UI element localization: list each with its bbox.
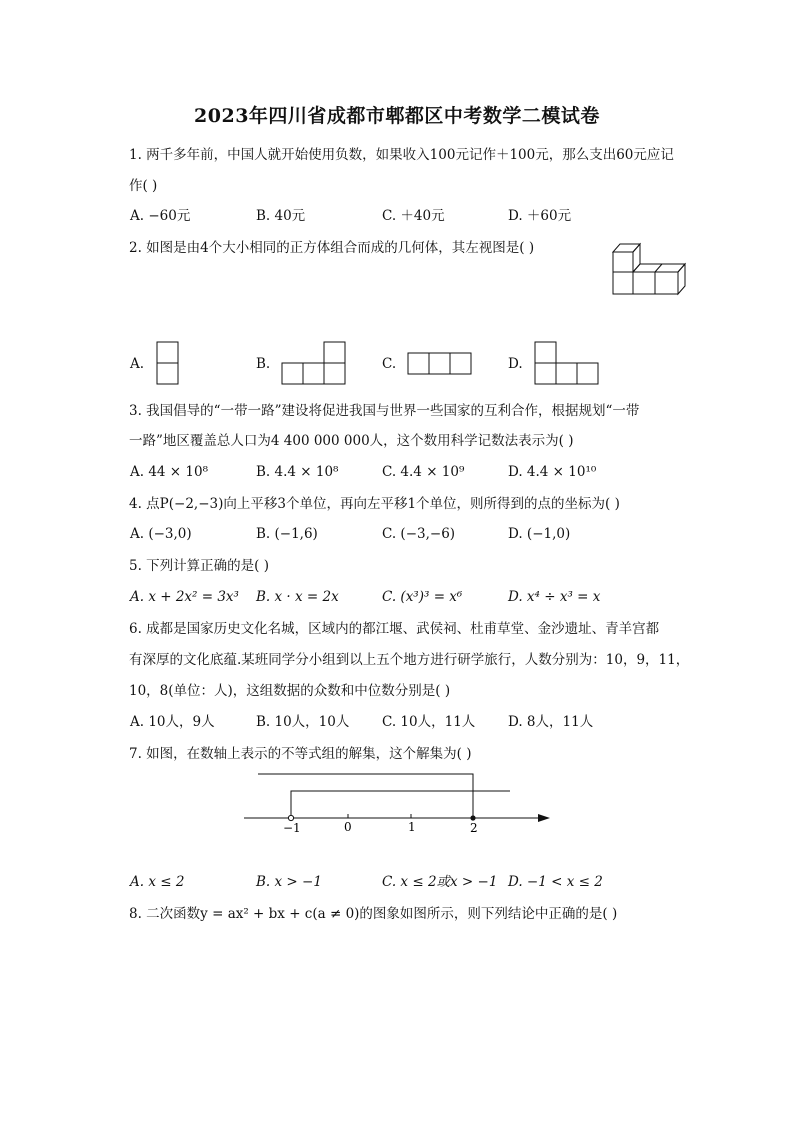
q1-line-1: 1. 两千多年前，中国人就开始使用负数，如果收入100元记作＋100元，那么支出60元应记	[129, 147, 674, 163]
q2-option-a: A.	[130, 356, 145, 372]
q2-option-c-figure	[407, 352, 475, 376]
q6-line-3: 10，8(单位：人)，这组数据的众数和中位数分别是( )	[129, 683, 451, 699]
q2-line-1: 2. 如图是由4个大小相同的正方体组合而成的几何体，其左视图是( )	[129, 240, 535, 256]
q4-option-b: B. (−1,6)	[256, 526, 318, 542]
q7-option-d: D. −1 < x ≤ 2	[508, 874, 603, 890]
q6-line-1: 6. 成都是国家历史文化名城，区域内的都江堰、武侯祠、杜甫草堂、金沙遗址、青羊宫都	[129, 621, 660, 637]
q2-option-d-figure	[534, 341, 602, 385]
q6-line-2: 有深厚的文化底蕴.某班同学分小组到以上五个地方进行研学旅行，人数分别为：10，9，11，	[129, 652, 690, 668]
q7-option-c: C. x ≤ 2或x > −1	[382, 874, 498, 890]
q3-option-c: C. 4.4 × 10⁹	[382, 464, 465, 480]
q6-option-b: B. 10人，10人	[256, 714, 350, 730]
q5-option-a: A. x + 2x² = 3x³	[130, 589, 239, 605]
q1-option-b: B. 40元	[256, 208, 306, 224]
q2-option-a-figure	[156, 341, 180, 385]
q3-option-b: B. 4.4 × 10⁸	[256, 464, 339, 480]
q2-option-b: B.	[256, 356, 271, 372]
q7-option-a: A. x ≤ 2	[130, 874, 185, 890]
q4-option-c: C. (−3,−6)	[382, 526, 456, 542]
number-line-figure	[240, 768, 560, 840]
tick-label-neg1: −1	[283, 821, 301, 835]
q2-option-b-figure	[281, 341, 349, 385]
q5-option-d: D. x⁴ ÷ x³ = x	[508, 589, 601, 605]
q2-option-d: D.	[508, 356, 523, 372]
q6-option-a: A. 10人，9人	[130, 714, 215, 730]
q5-line-1: 5. 下列计算正确的是( )	[129, 558, 269, 574]
q8-line-1: 8. 二次函数y = ax² + bx + c(a ≠ 0)的图象如图所示，则下列结论中正确的是( )	[129, 906, 618, 922]
q7-option-b: B. x > −1	[256, 874, 322, 890]
q3-line-2: 一路”地区覆盖总人口为4 400 000 000人，这个数用科学记数法表示为( )	[129, 433, 574, 449]
q5-option-b: B. x · x = 2x	[256, 589, 339, 605]
q2-solid-figure	[612, 240, 692, 298]
q1-option-a: A. −60元	[130, 208, 191, 224]
q3-line-1: 3. 我国倡导的“一带一路”建设将促进我国与世界一些国家的互利合作，根据规划“一带	[129, 403, 640, 419]
q4-option-d: D. (−1,0)	[508, 526, 571, 542]
tick-label-2: 2	[470, 821, 478, 835]
q1-option-c: C. ＋40元	[382, 208, 445, 224]
q3-option-d: D. 4.4 × 10¹⁰	[508, 464, 597, 480]
tick-label-1: 1	[408, 820, 416, 834]
q5-option-c: C. (x³)³ = x⁶	[382, 589, 463, 605]
q7-line-1: 7. 如图，在数轴上表示的不等式组的解集，这个解集为( )	[129, 746, 472, 762]
q4-option-a: A. (−3,0)	[130, 526, 192, 542]
tick-label-0: 0	[344, 820, 352, 834]
page-title: 2023年四川省成都市郫都区中考数学二模试卷	[194, 105, 600, 127]
q3-option-a: A. 44 × 10⁸	[130, 464, 208, 480]
q2-option-c: C.	[382, 356, 397, 372]
q1-line-2: 作( )	[129, 178, 158, 194]
q4-line-1: 4. 点P(−2,−3)向上平移3个单位，再向左平移1个单位，则所得到的点的坐标为( )	[129, 496, 620, 512]
q6-option-d: D. 8人，11人	[508, 714, 594, 730]
q6-option-c: C. 10人，11人	[382, 714, 476, 730]
q1-option-d: D. ＋60元	[508, 208, 572, 224]
